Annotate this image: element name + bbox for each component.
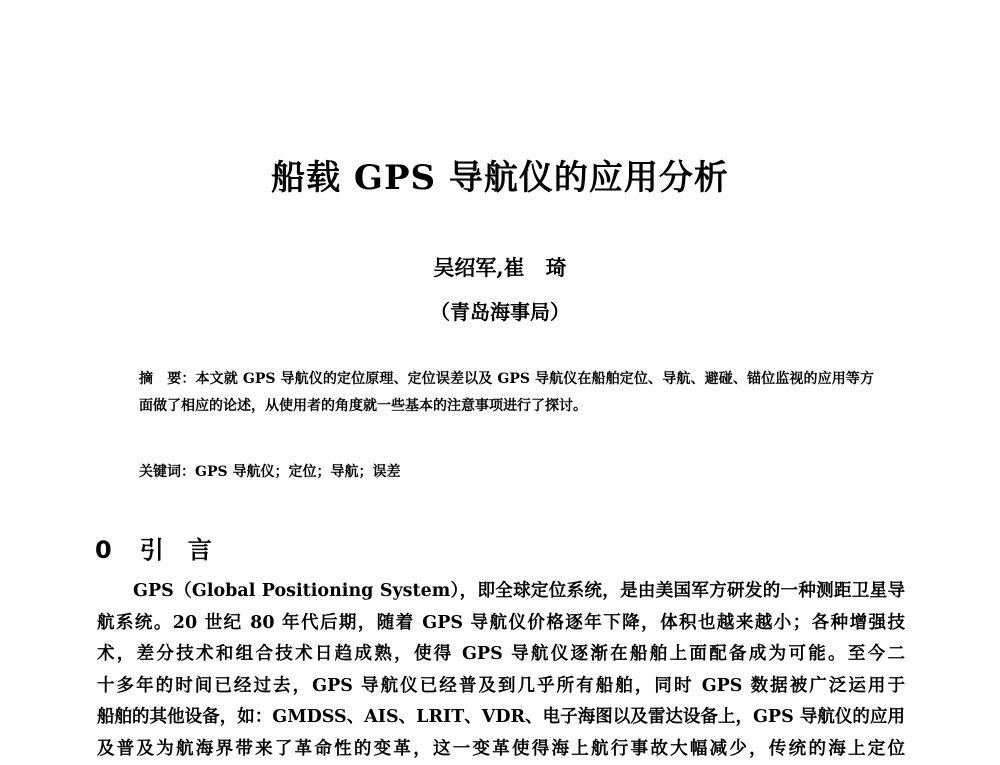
section-number: 0 [95,536,112,564]
section-title: 引言 [140,536,236,564]
body-line: 航系统。20 世纪 80 年代后期，随着 GPS 导航仪价格逐年下降，体积也越来越小；各种增强技 [97,608,905,640]
body-line: GPS（Global Positioning System），即全球定位系统，是由美国军方研发的一种测距卫星导 [97,576,905,608]
keywords [139,461,874,481]
abstract-text: 本文就 GPS 导航仪的定位原理、定位误差以及 GPS 导航仪在船舶定位、导航、避碰、锚位监视的应用等方面做了相应的论述，从使用者的角度就一些基本的注意事项进行了探讨。 [139,371,874,414]
abstract-label: 摘 要： [139,371,196,387]
abstract [139,366,874,420]
body-line: 十多年的时间已经过去，GPS 导航仪已经普及到几乎所有船舶，同时 GPS 数据被广泛运用于 [97,671,905,703]
body-line: 及普及为航海界带来了革命性的变革，这一变革使得海上航行事故大幅减少，传统的海上定位 [97,734,905,765]
paper-title: 船载 GPS 导航仪的应用分析 [0,150,1000,199]
paper-affiliation: （青岛海事局） [0,296,1000,325]
body-line: 船舶的其他设备，如：GMDSS、AIS、LRIT、VDR、电子海图以及雷达设备上，GPS 导航仪的应用 [97,702,905,734]
keywords-label: 关键词： [139,464,195,480]
body-line: 术，差分技术和组合技术日趋成熟，使得 GPS 导航仪逐渐在船舶上面配备成为可能。至今二 [97,639,905,671]
paper-authors: 吴绍军,崔 琦 [0,252,1000,282]
section-heading [95,530,236,565]
keywords-text: GPS 导航仪；定位；导航；误差 [195,464,400,480]
body-paragraph [97,576,905,765]
